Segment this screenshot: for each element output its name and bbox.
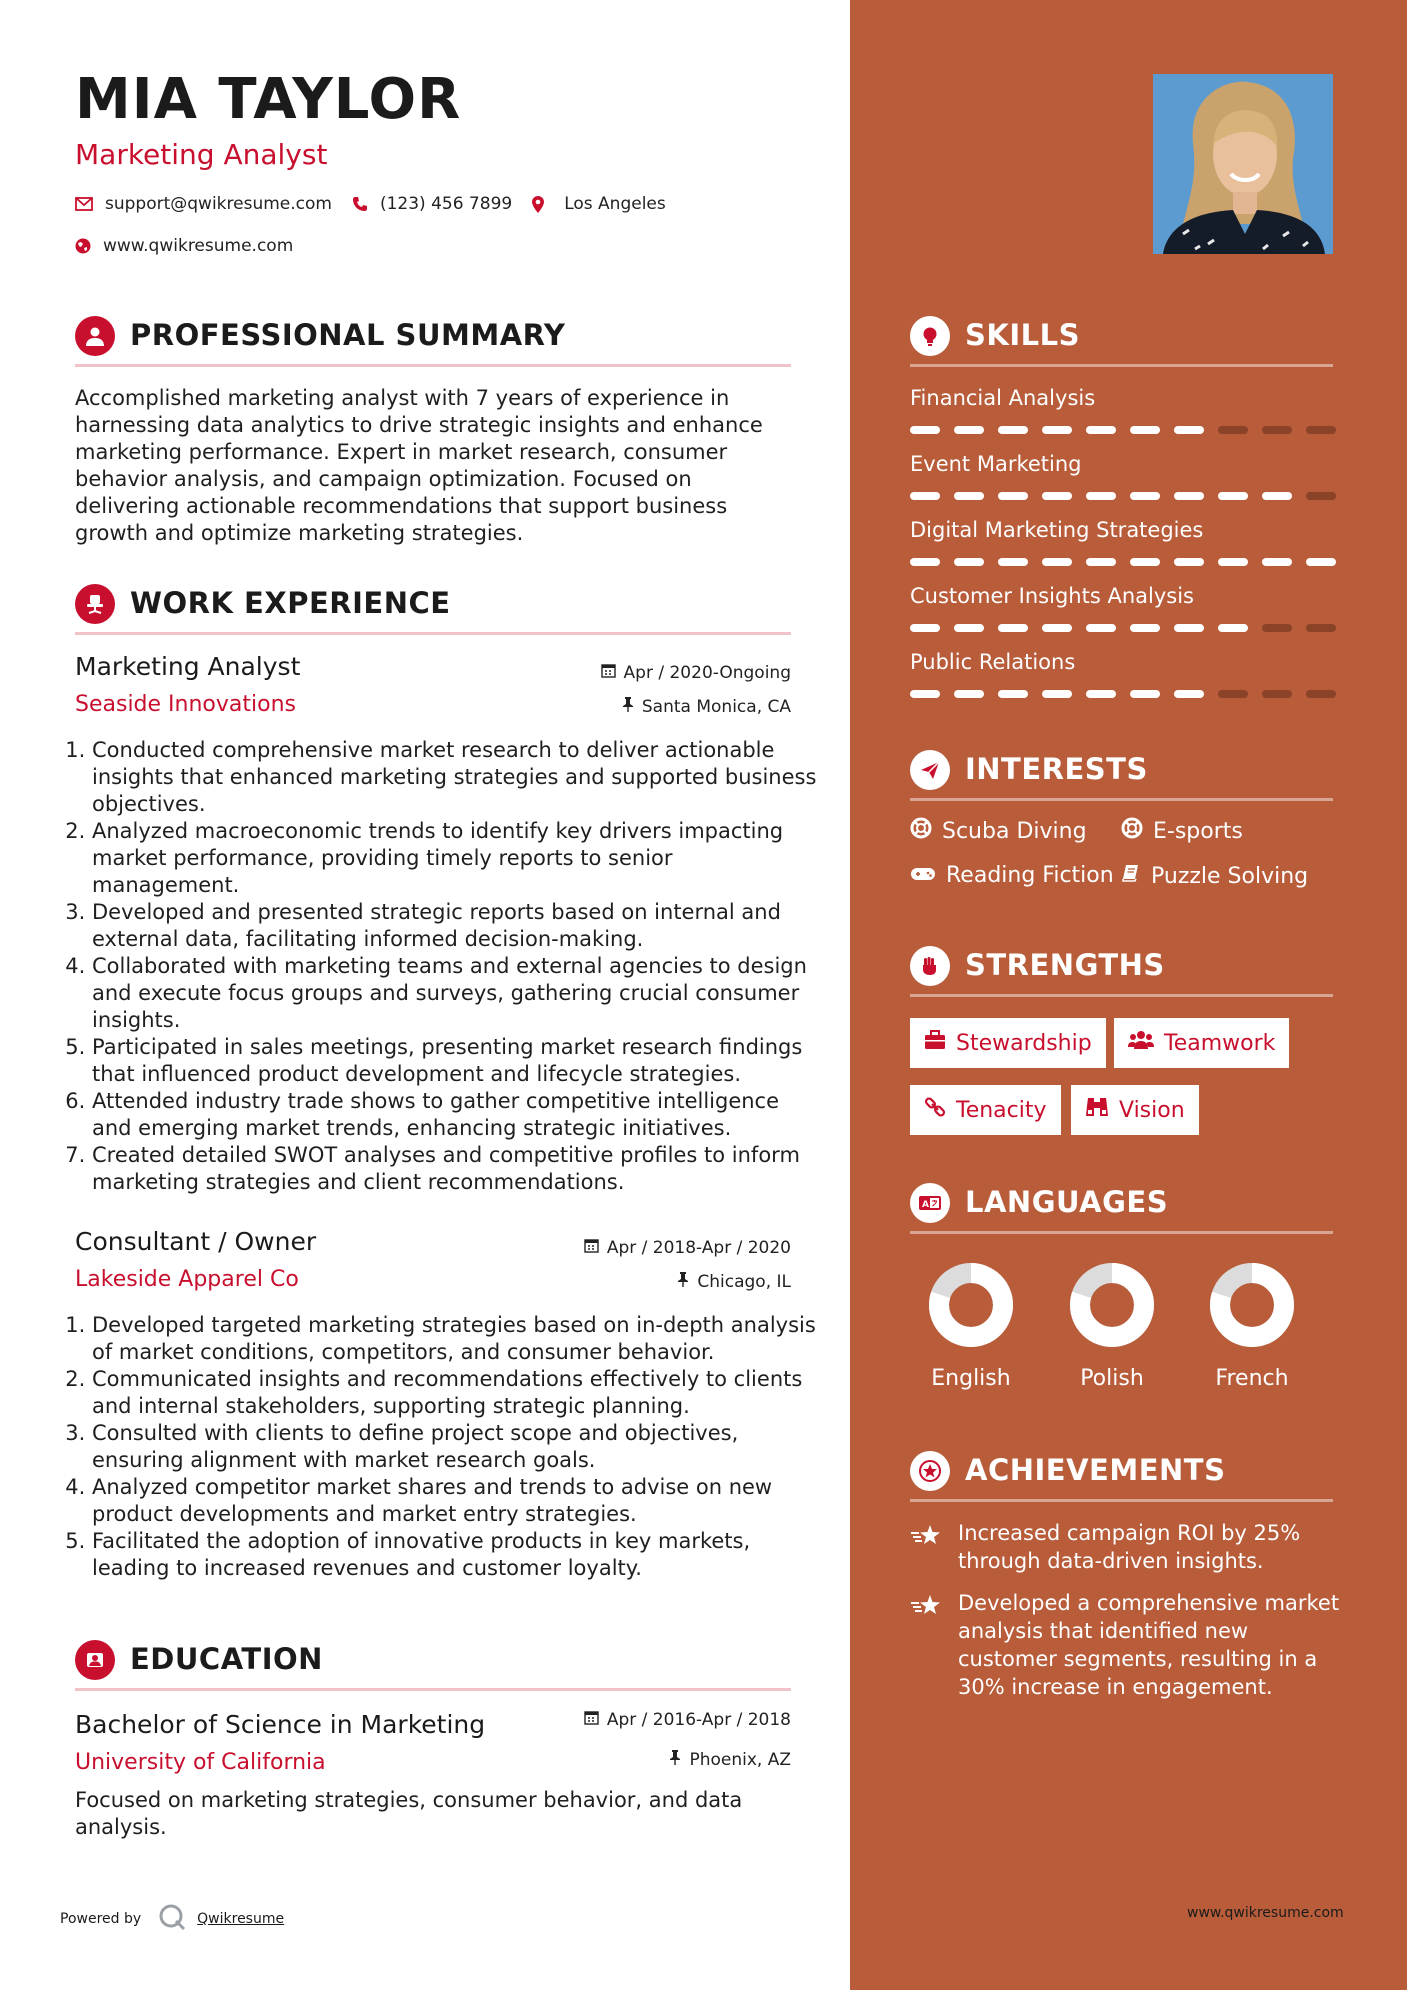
skill-level-segment: [1130, 492, 1160, 500]
achievements-section-header: [910, 1451, 1333, 1502]
job-location-text: Chicago, IL: [697, 1272, 791, 1292]
job-duties-list: [70, 737, 817, 1196]
fist-icon: [910, 946, 950, 986]
skill-level-segment: [1218, 426, 1248, 434]
skill-level-segment: [910, 558, 940, 566]
skill-level-bar: [910, 426, 1336, 434]
skill-level-segment: [910, 492, 940, 500]
language-name: French: [1215, 1366, 1289, 1391]
list-item: 4. Collaborated with marketing teams and external agencies to design and execute focus groups and surveys, gathering crucial consumer insights.: [92, 953, 817, 1034]
skill-level-segment: [1306, 492, 1336, 500]
skill-level-segment: [1042, 624, 1072, 632]
website-link[interactable]: www.qwikresume.com: [103, 236, 294, 256]
skill-level-segment: [1130, 558, 1160, 566]
qwikresume-logo-icon: [157, 1902, 187, 1936]
education-location-text: Phoenix, AZ: [689, 1750, 791, 1770]
skill-level-segment: [910, 624, 940, 632]
skill-level-segment: [1262, 624, 1292, 632]
skill-level-segment: [1130, 690, 1160, 698]
list-item: 1. Conducted comprehensive market research to deliver actionable insights that enhanced marketing strategies and supported business objectives.: [92, 737, 817, 818]
skill-level-segment: [1130, 426, 1160, 434]
education-description: Focused on marketing strategies, consumer behavior, and data analysis.: [75, 1788, 743, 1839]
language-name: English: [931, 1366, 1011, 1391]
life-ring-icon: [1121, 817, 1143, 845]
strength-badge: [1114, 1018, 1289, 1068]
pushpin-icon: [677, 1272, 689, 1292]
contact-row: [75, 194, 666, 214]
job-company: Seaside Innovations: [75, 692, 296, 717]
achievement-text: Increased campaign ROI by 25% through data-driven insights.: [958, 1521, 1301, 1573]
list-item: 5. Participated in sales meetings, presenting market research findings that influenced product development and lifecycle strategies.: [92, 1034, 817, 1088]
skill-level-segment: [1262, 690, 1292, 698]
skill-name: Customer Insights Analysis: [910, 584, 1194, 608]
skill-name: Public Relations: [910, 650, 1076, 674]
list-item: 6. Attended industry trade shows to gather competitive intelligence and emerging market trends, enhancing strategic initiatives.: [92, 1088, 817, 1142]
skill-level-segment: [1174, 492, 1204, 500]
summary-title: PROFESSIONAL SUMMARY: [130, 318, 566, 352]
skill-level-segment: [954, 426, 984, 434]
skill-level-segment: [1174, 690, 1204, 698]
skill-name: Financial Analysis: [910, 386, 1096, 410]
achievement-item: [910, 1589, 1340, 1701]
language-level-donut: [1069, 1262, 1155, 1348]
svg-text:A: A: [922, 1200, 929, 1210]
skill-level-segment: [1086, 426, 1116, 434]
summary-section-header: [75, 316, 791, 367]
skill-level-bar: [910, 624, 1336, 632]
list-item: 7. Created detailed SWOT analyses and competitive profiles to inform marketing strategies and client recommendations.: [92, 1142, 817, 1196]
skill-level-segment: [1174, 426, 1204, 434]
job-company: Lakeside Apparel Co: [75, 1267, 299, 1292]
skill-name: Digital Marketing Strategies: [910, 518, 1204, 542]
skill-level-segment: [998, 426, 1028, 434]
degree-title: Bachelor of Science in Marketing: [75, 1710, 486, 1739]
skill-level-bar: [910, 492, 1336, 500]
interest-item: [1121, 817, 1243, 845]
job-title: Consultant / Owner: [75, 1227, 317, 1256]
calendar-icon: [601, 663, 616, 683]
website-row: [75, 236, 293, 256]
strength-badge: [910, 1018, 1106, 1068]
achievement-text: Developed a comprehensive market analysis that identified new customer segments, resulting in a 30% increase in engagement.: [958, 1591, 1340, 1699]
interest-item: [910, 863, 1114, 888]
skill-level-segment: [1130, 624, 1160, 632]
location-text: Los Angeles: [564, 194, 666, 214]
skill-name: Event Marketing: [910, 452, 1082, 476]
interests-section-header: [910, 750, 1333, 801]
language-icon: [910, 1183, 950, 1223]
list-item: 2. Communicated insights and recommendations effectively to clients and internal stakeholders, supporting strategic planning.: [92, 1366, 817, 1420]
skill-level-segment: [1218, 690, 1248, 698]
list-item: 1. Developed targeted marketing strategies based on in-depth analysis of market conditions, competitors, and consumer behavior.: [92, 1312, 817, 1366]
globe-icon: [75, 238, 91, 254]
skill-level-segment: [1218, 558, 1248, 566]
skill-level-segment: [1218, 624, 1248, 632]
skill-level-bar: [910, 558, 1336, 566]
strength-label: Stewardship: [956, 1030, 1092, 1056]
map-pin-icon: [532, 196, 544, 213]
achievement-item: [910, 1519, 1340, 1575]
lightbulb-icon: [910, 316, 950, 356]
skill-level-segment: [998, 690, 1028, 698]
candidate-role: Marketing Analyst: [75, 138, 328, 171]
job-location-text: Santa Monica, CA: [641, 697, 791, 717]
interests-title: INTERESTS: [965, 752, 1148, 786]
experience-section-header: [75, 584, 791, 635]
experience-title: WORK EXPERIENCE: [130, 586, 451, 620]
shooting-star-icon: [910, 1589, 946, 1701]
profile-photo: [1153, 74, 1333, 254]
job-dates: [584, 1238, 791, 1258]
school-name: University of California: [75, 1750, 326, 1775]
interest-item: [910, 817, 1087, 845]
interest-label: Puzzle Solving: [1151, 863, 1309, 889]
job-dates: [601, 663, 791, 683]
skill-level-segment: [1042, 690, 1072, 698]
powered-by: [60, 1902, 284, 1936]
job-duties-list: [70, 1312, 817, 1582]
list-item: 3. Consulted with clients to define project scope and objectives, ensuring alignment with market research goals.: [92, 1420, 817, 1474]
interest-label: Reading Fiction: [946, 863, 1114, 888]
interest-label: Scuba Diving: [942, 818, 1087, 844]
job-location: [677, 1272, 791, 1292]
education-section-header: [75, 1640, 791, 1691]
strength-label: Teamwork: [1164, 1030, 1276, 1056]
user-icon: [75, 316, 115, 356]
achievements-title: ACHIEVEMENTS: [965, 1453, 1226, 1487]
language-level-donut: [1209, 1262, 1295, 1348]
job-location: [622, 697, 791, 717]
skill-level-segment: [1262, 492, 1292, 500]
skill-level-segment: [1262, 558, 1292, 566]
language-item: [1192, 1262, 1312, 1391]
pushpin-icon: [669, 1750, 681, 1770]
language-item: [1052, 1262, 1172, 1391]
candidate-name: MIA TAYLOR: [75, 67, 462, 132]
star-badge-icon: [910, 1451, 950, 1491]
link-icon: [924, 1096, 946, 1124]
skill-level-segment: [998, 492, 1028, 500]
skill-level-segment: [1086, 492, 1116, 500]
job-dates-text: Apr / 2018-Apr / 2020: [606, 1238, 791, 1258]
powered-by-label: Powered by: [60, 1911, 142, 1927]
skill-level-segment: [954, 558, 984, 566]
qwikresume-link[interactable]: Qwikresume: [197, 1911, 285, 1927]
strength-label: Vision: [1119, 1097, 1185, 1123]
strengths-section-header: [910, 946, 1333, 997]
skill-level-segment: [998, 558, 1028, 566]
paper-plane-icon: [910, 750, 950, 790]
skill-level-segment: [1086, 558, 1116, 566]
skill-level-segment: [1042, 492, 1072, 500]
calendar-icon: [584, 1238, 599, 1258]
skill-level-segment: [1042, 426, 1072, 434]
life-ring-icon: [910, 817, 932, 845]
education-title: EDUCATION: [130, 1642, 323, 1676]
list-item: 2. Analyzed macroeconomic trends to identify key drivers impacting market performance, providing timely reports to senior management.: [92, 818, 817, 899]
email-link[interactable]: support@qwikresume.com: [105, 194, 332, 214]
gamepad-icon: [910, 863, 936, 888]
shooting-star-icon: [910, 1519, 946, 1575]
skill-level-segment: [910, 426, 940, 434]
interest-item: [1121, 863, 1308, 889]
job-dates-text: Apr / 2020-Ongoing: [623, 663, 791, 683]
skill-level-segment: [1174, 624, 1204, 632]
interest-label: E-sports: [1153, 818, 1243, 844]
education-location: [669, 1750, 791, 1770]
briefcase-icon: [924, 1030, 946, 1056]
footer-site-link[interactable]: www.qwikresume.com: [1187, 1905, 1344, 1921]
users-icon: [1128, 1030, 1154, 1056]
skill-level-segment: [954, 624, 984, 632]
skill-level-segment: [954, 492, 984, 500]
skill-level-segment: [1306, 426, 1336, 434]
language-level-donut: [928, 1262, 1014, 1348]
phone-number: (123) 456 7899: [379, 194, 513, 214]
skill-level-segment: [1306, 624, 1336, 632]
skills-title: SKILLS: [965, 318, 1080, 352]
summary-text: Accomplished marketing analyst with 7 years of experience in harnessing data analytics to drive strategic insights and enhance marketing performance. Expert in market research, consumer behavior analysis, and campaign optimization. Focused on delivering actionable recommendations that support business growth and optimize marketing strategies.: [75, 386, 763, 545]
skill-level-bar: [910, 690, 1336, 698]
skill-level-segment: [910, 690, 940, 698]
skill-level-segment: [1042, 558, 1072, 566]
skill-level-segment: [1218, 492, 1248, 500]
language-item: [911, 1262, 1031, 1391]
skill-level-segment: [1086, 624, 1116, 632]
job-title: Marketing Analyst: [75, 652, 301, 681]
strengths-title: STRENGTHS: [965, 948, 1165, 982]
languages-title: LANGUAGES: [965, 1185, 1169, 1219]
strength-badge: [910, 1085, 1061, 1135]
skill-level-segment: [1306, 558, 1336, 566]
calendar-icon: [584, 1710, 599, 1730]
phone-icon: [352, 196, 368, 212]
graduate-icon: [75, 1640, 115, 1680]
strength-label: Tenacity: [956, 1097, 1047, 1123]
skill-level-segment: [1262, 426, 1292, 434]
education-dates: [584, 1710, 791, 1730]
list-item: 3. Developed and presented strategic reports based on internal and external data, facilitating informed decision-making.: [92, 899, 817, 953]
skill-level-segment: [1174, 558, 1204, 566]
list-item: 4. Analyzed competitor market shares and trends to advise on new product developments and market entry strategies.: [92, 1474, 817, 1528]
envelope-icon: [75, 197, 93, 211]
languages-section-header: [910, 1183, 1333, 1234]
list-item: 5. Facilitated the adoption of innovative products in key markets, leading to increased revenues and customer loyalty.: [92, 1528, 817, 1582]
binoculars-icon: [1085, 1096, 1109, 1124]
office-chair-icon: [75, 584, 115, 624]
strength-badge: [1071, 1085, 1199, 1135]
pushpin-icon: [622, 697, 634, 717]
skill-level-segment: [954, 690, 984, 698]
skill-level-segment: [1306, 690, 1336, 698]
skill-level-segment: [1086, 690, 1116, 698]
education-dates-text: Apr / 2016-Apr / 2018: [606, 1710, 791, 1730]
skill-level-segment: [998, 624, 1028, 632]
book-icon: [1121, 863, 1141, 889]
skills-section-header: [910, 316, 1333, 367]
language-name: Polish: [1080, 1366, 1144, 1391]
